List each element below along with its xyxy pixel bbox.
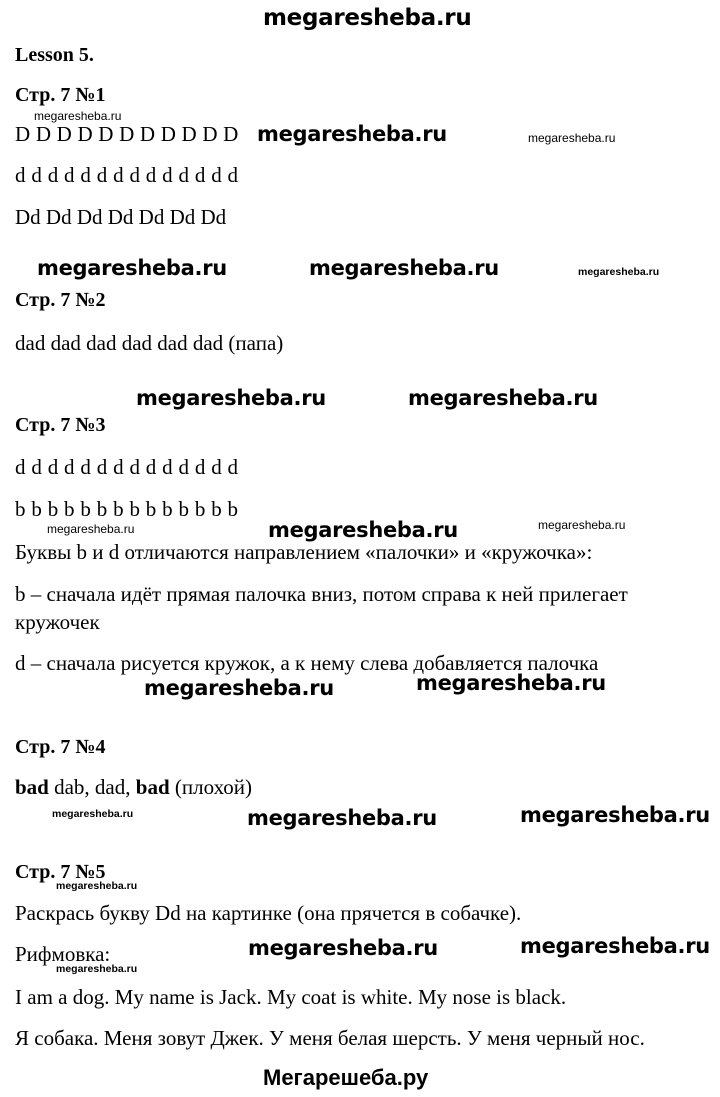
section-5-line-3: I am a dog. My name is Jack. My coat is white. My nose is black. (15, 985, 567, 1009)
site-header-watermark: megaresheba.ru (263, 5, 472, 31)
watermark-large: megaresheba.ru (309, 256, 499, 280)
section-3-heading: Стр. 7 №3 (15, 414, 106, 436)
section-3-line-1: d d d d d d d d d d d d d d (15, 455, 239, 479)
lesson-title: Lesson 5. (15, 44, 94, 66)
watermark-tiny: megaresheba.ru (56, 963, 138, 975)
section-1-heading: Стр. 7 №1 (15, 84, 106, 106)
word-bad-bold: bad (135, 775, 170, 799)
section-1-line-2: d d d d d d d d d d d d d d (15, 163, 239, 187)
watermark-large: megaresheba.ru (408, 386, 598, 410)
word-bad-bold: bad (15, 775, 49, 799)
section-4-heading: Стр. 7 №4 (15, 736, 106, 758)
watermark-large: megaresheba.ru (268, 518, 458, 542)
section-3-line-3: Буквы b и d отличаются направлением «палочки» и «кружочка»: (15, 540, 593, 564)
watermark-small: megaresheba.ru (538, 518, 626, 532)
watermark-large: megaresheba.ru (257, 122, 447, 146)
section-2-line: dad dad dad dad dad dad (папа) (15, 331, 284, 355)
section-5-line-1: Раскрась букву Dd на картинке (она прячется в собачке). (15, 901, 522, 925)
watermark-large: megaresheba.ru (136, 386, 326, 410)
section-4-line (15, 775, 252, 800)
section-5-line-2: Рифмовка: (15, 942, 111, 966)
watermark-large: megaresheba.ru (416, 671, 606, 695)
watermark-small: megaresheba.ru (34, 109, 122, 123)
watermark-large: megaresheba.ru (248, 936, 438, 960)
section-2-heading: Стр. 7 №2 (15, 289, 106, 311)
watermark-large: megaresheba.ru (37, 256, 227, 280)
section-1-line-3: Dd Dd Dd Dd Dd Dd Dd (15, 205, 227, 229)
section-5-heading: Стр. 7 №5 (15, 861, 106, 883)
watermark-tiny: megaresheba.ru (578, 266, 660, 278)
translation: (плохой) (169, 775, 252, 799)
section-1-line-1: D D D D D D D D D D D (15, 122, 239, 146)
section-3-line-2: b b b b b b b b b b b b b b (15, 497, 239, 521)
watermark-small: megaresheba.ru (528, 131, 616, 145)
section-3-line-5: d – сначала рисуется кружок, а к нему слева добавляется палочка (15, 651, 599, 675)
watermark-large: megaresheba.ru (520, 803, 710, 827)
footer-watermark: Мегарешеба.ру (263, 1065, 429, 1090)
watermark-large: megaresheba.ru (247, 806, 437, 830)
section-3-line-4: b – сначала идёт прямая палочка вниз, потом справа к ней прилегает кружочек (15, 582, 628, 634)
section-5-line-4: Я собака. Меня зовут Джек. У меня белая шерсть. У меня черный нос. (15, 1026, 645, 1050)
watermark-small: megaresheba.ru (47, 522, 135, 536)
watermark-large: megaresheba.ru (144, 676, 334, 700)
watermark-tiny: megaresheba.ru (52, 808, 134, 820)
watermark-tiny: megaresheba.ru (56, 880, 138, 892)
word-list: dab, dad, (48, 775, 136, 799)
watermark-large: megaresheba.ru (520, 934, 710, 958)
